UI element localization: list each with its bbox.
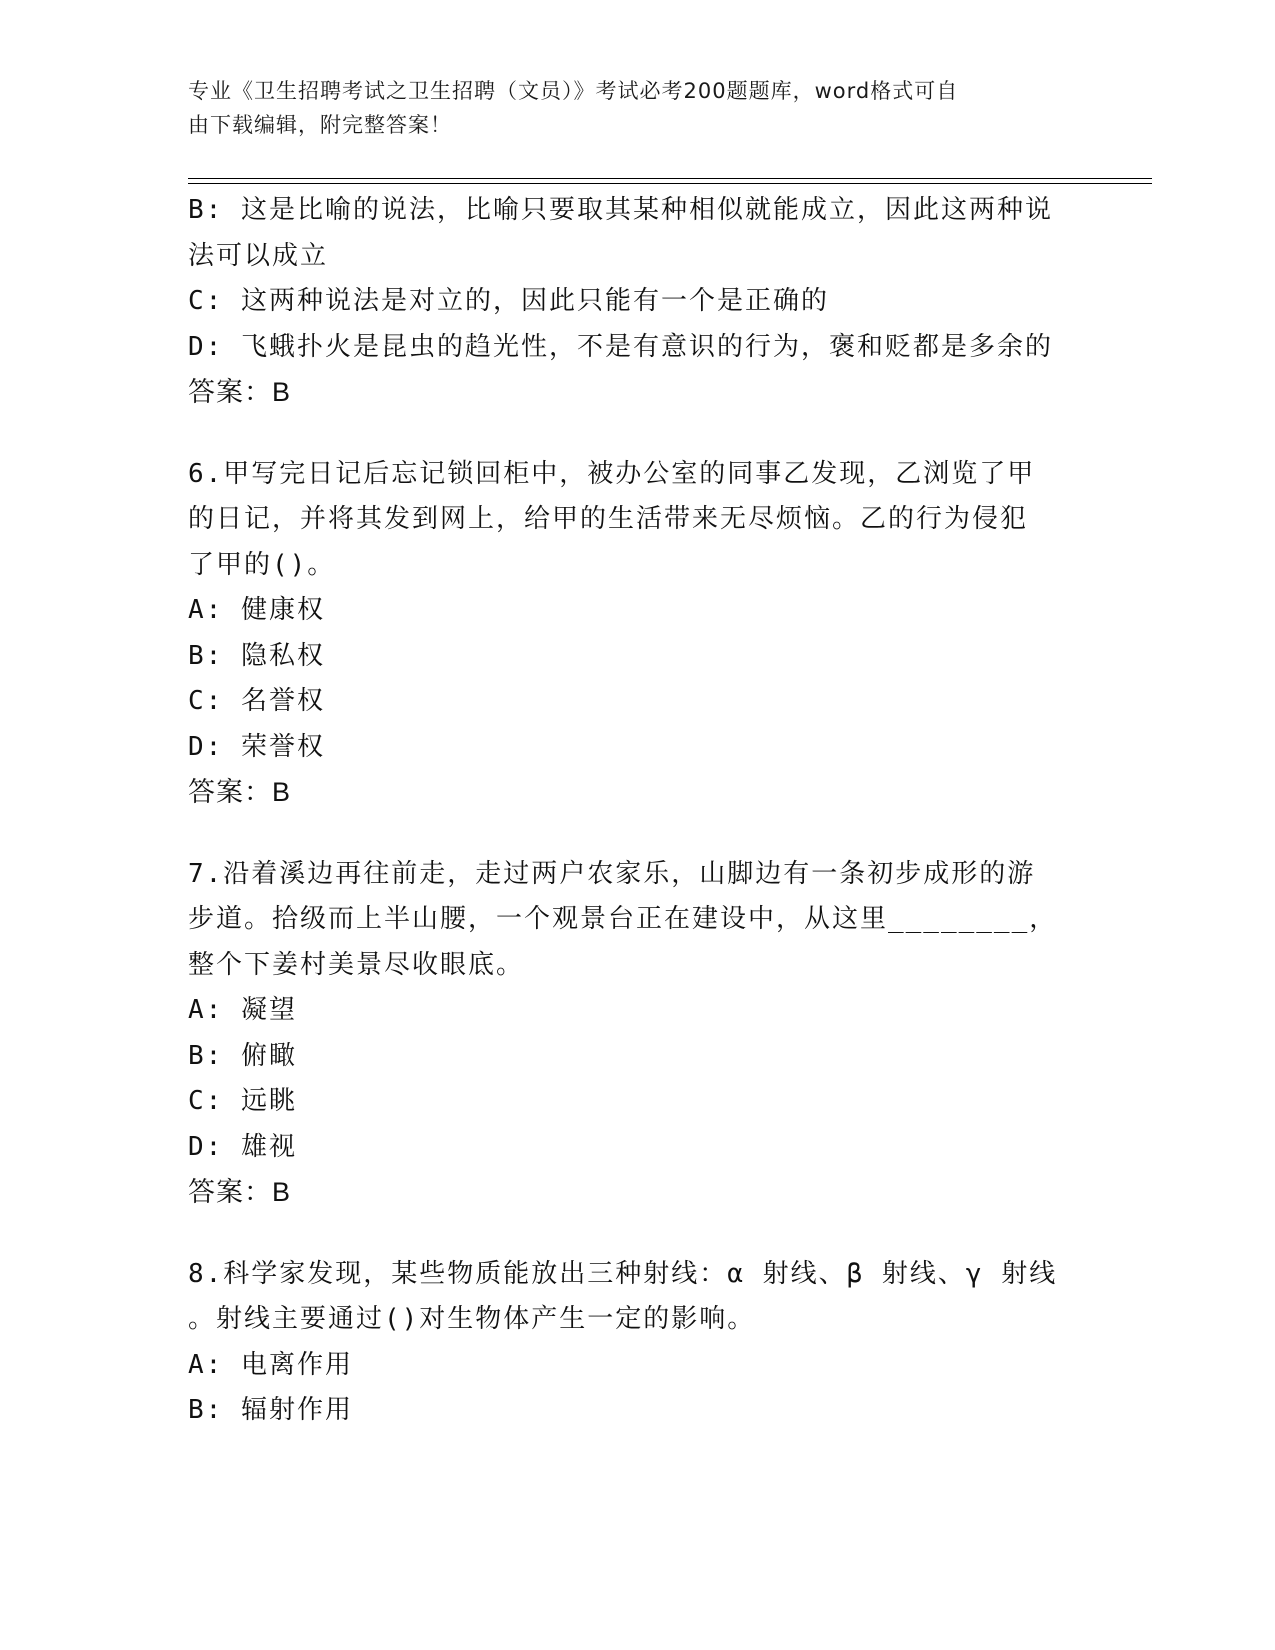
option-a: A: 健康权 xyxy=(188,595,325,625)
question-stem-line-1: 8.科学家发现，某些物质能放出三种射线：α 射线、β 射线、γ 射线 xyxy=(188,1258,1058,1289)
question-stem-line-2: 步道。拾级而上半山腰，一个观景台正在建设中，从这里________， xyxy=(188,904,1058,934)
header-divider-top xyxy=(188,178,1152,179)
question-stem-line-2: 。射线主要通过()对生物体产生一定的影响。 xyxy=(188,1304,756,1334)
document-header xyxy=(188,74,1068,142)
question-8 xyxy=(188,1252,1088,1434)
header-divider-bottom xyxy=(188,183,1152,184)
option-d: D: 荣誉权 xyxy=(188,731,325,762)
option-a: A: 电离作用 xyxy=(188,1349,353,1380)
option-d: D: 雄视 xyxy=(188,1131,297,1162)
answer-line: 答案：B xyxy=(188,1177,292,1207)
question-content xyxy=(188,188,1088,1434)
spacer xyxy=(188,1216,1088,1252)
answer-line: 答案：B xyxy=(188,377,292,407)
question-stem-line-3: 整个下姜村美景尽收眼底。 xyxy=(188,949,525,980)
question-stem-line-1: 6.甲写完日记后忘记锁回柜中，被办公室的同事乙发现，乙浏览了甲 xyxy=(188,458,1036,489)
question-stem-line-1: 7.沿着溪边再往前走，走过两户农家乐，山脚边有一条初步成形的游 xyxy=(188,858,1036,889)
option-b: B: 辐射作用 xyxy=(188,1395,353,1425)
option-a: A: 凝望 xyxy=(188,995,297,1025)
answer-line: 答案：B xyxy=(188,777,292,807)
header-title-line-2: 由下载编辑，附完整答案！ xyxy=(188,113,452,137)
option-b: B: 俯瞰 xyxy=(188,1040,297,1071)
question-stem-line-3: 了甲的()。 xyxy=(188,549,336,580)
spacer xyxy=(188,816,1088,852)
question-6 xyxy=(188,452,1088,816)
option-d: D: 飞蛾扑火是昆虫的趋光性，不是有意识的行为，褒和贬都是多余的 xyxy=(188,331,1053,362)
option-b-line-1: B: 这是比喻的说法，比喻只要取其某种相似就能成立，因此这两种说 xyxy=(188,195,1053,225)
option-c: C: 名誉权 xyxy=(188,686,325,716)
question-7 xyxy=(188,852,1088,1216)
option-c: C: 远眺 xyxy=(188,1086,297,1116)
option-b: B: 隐私权 xyxy=(188,640,325,671)
option-c: C: 这两种说法是对立的，因此只能有一个是正确的 xyxy=(188,286,829,316)
partial-question xyxy=(188,188,1088,416)
header-title-line-1: 专业《卫生招聘考试之卫生招聘（文员）》考试必考200题题库，word格式可自 xyxy=(188,79,959,103)
spacer xyxy=(188,416,1088,452)
option-b-line-2: 法可以成立 xyxy=(188,240,329,271)
question-stem-line-2: 的日记，并将其发到网上，给甲的生活带来无尽烦恼。乙的行为侵犯 xyxy=(188,504,1029,534)
